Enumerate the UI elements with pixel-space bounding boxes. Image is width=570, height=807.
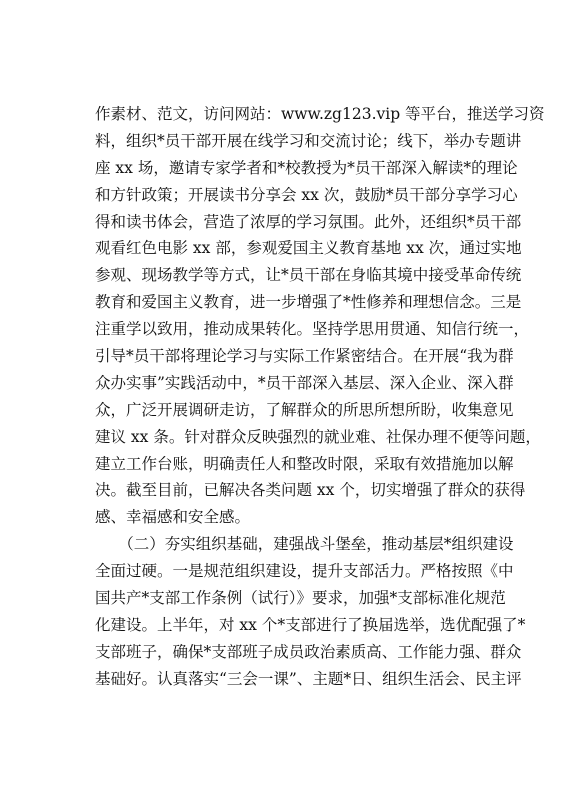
text-line: 建议 xx 条。针对群众反映强烈的就业难、社保办理不便等问题， [95,427,541,446]
text-line: 基础好。认真落实“三会一课”、主题*日、组织生活会、民主评 [95,669,522,688]
text-line: 座 xx 场，邀请专家学者和*校教授为*员干部深入解读*的理论 [95,158,518,177]
text-line: 建立工作台账，明确责任人和整改时限，采取有效措施加以解 [95,454,514,473]
text-line: 全面过硬。一是规范组织建设，提升支部活力。严格按照《中 [95,562,514,581]
text-line: 参观、现场教学等方式，让*员干部在身临其境中接受革命传统 [95,266,522,285]
text-line: 化建设。上半年，对 xx 个*支部进行了换届选举，选优配强了* [95,615,526,634]
text-line: 料，组织*员干部开展在线学习和交流讨论；线下，举办专题讲 [95,131,522,150]
text-line: 引导*员干部将理论学习与实际工作紧密结合。在开展“我为群 [95,347,514,366]
text-line: 国共产*支部工作条例（试行）》要求，加强*支部标准化规范 [95,589,506,608]
paragraph-end-line: 感、幸福感和安全感。 [95,508,251,527]
text-line: 观看红色电影 xx 部，参观爱国主义教育基地 xx 次，通过实地 [95,239,522,258]
text-line: 众办实事”实践活动中，*员干部深入基层、深入企业、深入群 [95,373,514,392]
text-line: 决。截至目前，已解决各类问题 xx 个，切实增强了群众的获得 [95,481,526,500]
section-heading-line: （二）夯实组织基础，建强战斗堡垒，推动基层*组织建设 [95,535,514,554]
text-line: 注重学以致用，推动成果转化。坚持学思用贯通、知信行统一， [95,320,530,339]
text-line: 教育和爱国主义教育，进一步增强了*性修养和理想信念。三是 [95,293,522,312]
body-text [95,101,545,693]
text-line: 作素材、范文，访问网站：www.zg123.vip 等平台，推送学习资 [95,105,545,123]
text-line: 得和读书体会，营造了浓厚的学习氛围。此外，还组织*员干部 [95,212,522,231]
text-line: 支部班子，确保*支部班子成员政治素质高、工作能力强、群众 [95,642,522,661]
text-line: 众，广泛开展调研走访，了解群众的所思所想所盼，收集意见 [95,400,514,419]
text-line: 和方针政策；开展读书分享会 xx 次，鼓励*员干部分享学习心 [95,185,518,204]
